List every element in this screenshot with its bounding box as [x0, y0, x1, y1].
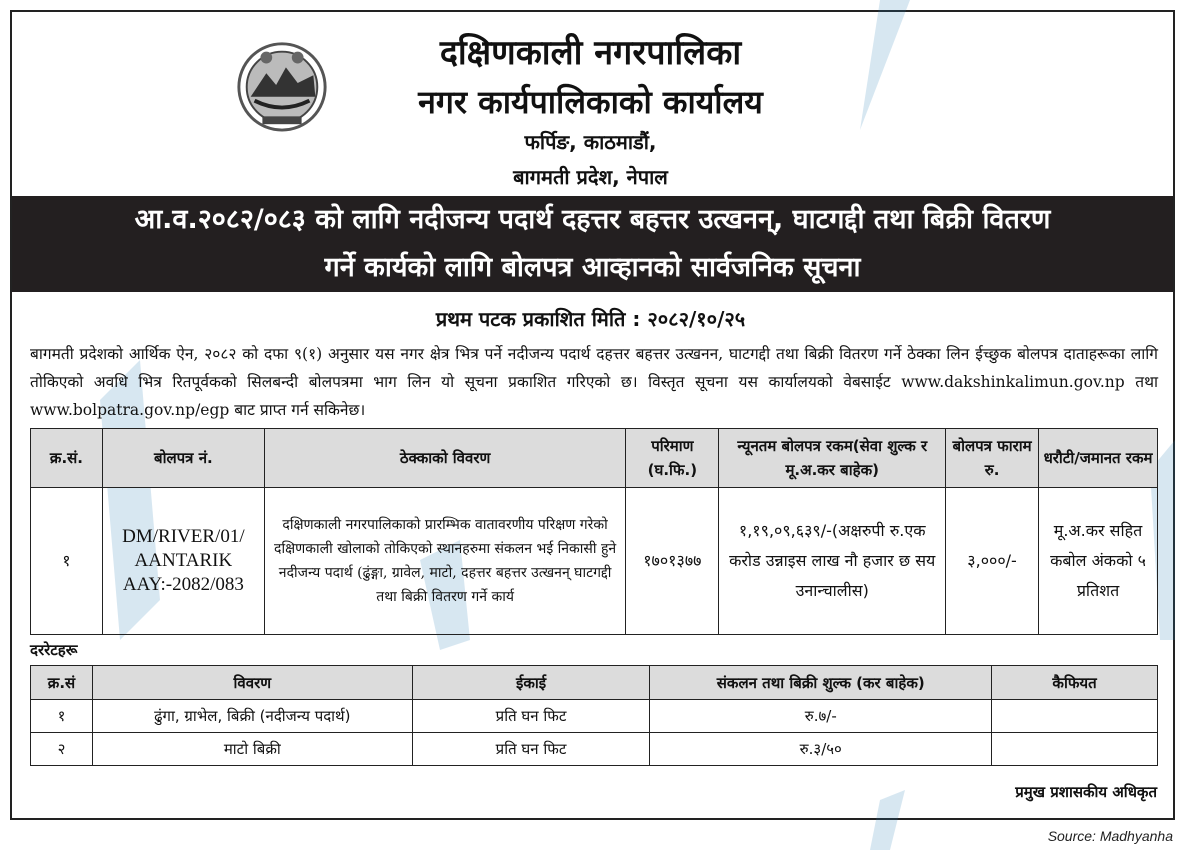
- source-credit: Source: Madhyanha: [1047, 828, 1173, 844]
- cell-tender-no: DM/RIVER/01/ AANTARIK AAY:-2082/083: [102, 488, 264, 635]
- rates-col-unit: ईकाई: [412, 666, 650, 700]
- address-line-2: बागमती प्रदेश, नेपाल: [513, 165, 668, 189]
- col-min-amount: न्यूनतम बोलपत्र रकम(सेवा शुल्क र मू.अ.कर बाहेक): [719, 429, 946, 488]
- rate-remarks: [992, 733, 1158, 766]
- rate-fee: रु.७/-: [650, 700, 992, 733]
- notice-title-line-1: आ.व.२०८२/०८३ को लागि नदीजन्य पदार्थ दहत्तर बहत्तर उत्खनन्, घाटगद्दी तथा बिक्री वितरण: [134, 204, 1051, 235]
- table-row: [31, 488, 1158, 635]
- office-name: नगर कार्यपालिकाको कार्यालय: [418, 83, 763, 121]
- rates-label: दररेटहरू: [30, 641, 78, 659]
- rate-remarks: [992, 700, 1158, 733]
- published-date: प्रथम पटक प्रकाशित मिति : २०८२/१०/२५: [435, 307, 746, 331]
- rate-item: ढुंगा, ग्राभेल, बिक्री (नदीजन्य पदार्थ): [92, 700, 412, 733]
- notice-title-banner: [12, 196, 1173, 292]
- cell-deposit: मू.अ.कर सहित कबोल अंकको ५ प्रतिशत: [1039, 488, 1158, 635]
- notice-title-line-2: गर्ने कार्यको लागि बोलपत्र आव्हानको सार्वजनिक सूचना: [324, 252, 861, 283]
- col-form-fee: बोलपत्र फाराम रु.: [946, 429, 1039, 488]
- tender-table-header: [31, 429, 1158, 488]
- org-name: दक्षिणकाली नगरपालिका: [439, 33, 742, 73]
- col-tender-no: बोलपत्र नं.: [102, 429, 264, 488]
- rate-sn: २: [31, 733, 93, 766]
- rates-col-fee: संकलन तथा बिक्री शुल्क (कर बाहेक): [650, 666, 992, 700]
- tender-table: [30, 428, 1158, 635]
- rate-item: माटो बिक्री: [92, 733, 412, 766]
- rate-fee: रु.३/५०: [650, 733, 992, 766]
- rates-table-header: [31, 666, 1158, 700]
- rate-unit: प्रति घन फिट: [412, 700, 650, 733]
- rate-sn: १: [31, 700, 93, 733]
- cell-min-amount: १,१९,०९,६३९/-(अक्षरुपी रु.एक करोड उन्नाइस लाख नौ हजार छ सय उनान्चालीस): [719, 488, 946, 635]
- rates-col-remarks: कैफियत: [992, 666, 1158, 700]
- table-row: [31, 733, 1158, 766]
- col-quantity: परिमाण (घ.फि.): [626, 429, 719, 488]
- col-deposit: धरौटी/जमानत रकम: [1039, 429, 1158, 488]
- col-description: ठेक्काको विवरण: [264, 429, 626, 488]
- rate-unit: प्रति घन फिट: [412, 733, 650, 766]
- cell-quantity: १७०१३७७: [626, 488, 719, 635]
- cell-sn: १: [31, 488, 103, 635]
- col-sn: क्र.सं.: [31, 429, 103, 488]
- cell-description: दक्षिणकाली नगरपालिकाको प्रारम्भिक वातावरणीय परिक्षण गरेको दक्षिणकाली खोलाको तोकिएको स्थानहरुमा संकलन भई निकासी हुने नदीजन्य पदार्थ (ढुंङ्गा, ग्रावेल, माटो, दहत्तर बहत्तर उत्खनन् घाटगद्दी तथा बिक्री वितरण गर्ने कार्य: [264, 488, 626, 635]
- rates-col-sn: क्र.सं: [31, 666, 93, 700]
- address-line-1: फर्पिङ, काठमाडौं,: [524, 130, 657, 154]
- notice-body: बागमती प्रदेशको आर्थिक ऐन, २०८२ को दफा ९(१) अनुसार यस नगर क्षेत्र भित्र पर्ने नदीजन्य पदार्थ दहत्तर बहत्तर उत्खनन, घाटगद्दी तथा बिक्री वितरण गर्ने ठेक्का लिन ईच्छुक बोलपत्र दाताहरूका लागि तोकिएको अवधि भित्र रितपूर्वकको सिलबन्दी बोलपत्रमा भाग लिन यो सूचना प्रकाशित गरिएको छ। विस्तृत सूचना यस कार्यालयको वेबसाईट www.dakshinkalimun.gov.np तथा www.bolpatra.gov.np/egp बाट प्राप्त गर्न सकिनेछ।: [30, 345, 1158, 419]
- rates-col-item: विवरण: [92, 666, 412, 700]
- signatory: प्रमुख प्रशासकीय अधिकृत: [1015, 783, 1157, 801]
- rates-table: [30, 665, 1158, 766]
- cell-form-fee: ३,०००/-: [946, 488, 1039, 635]
- table-row: [31, 700, 1158, 733]
